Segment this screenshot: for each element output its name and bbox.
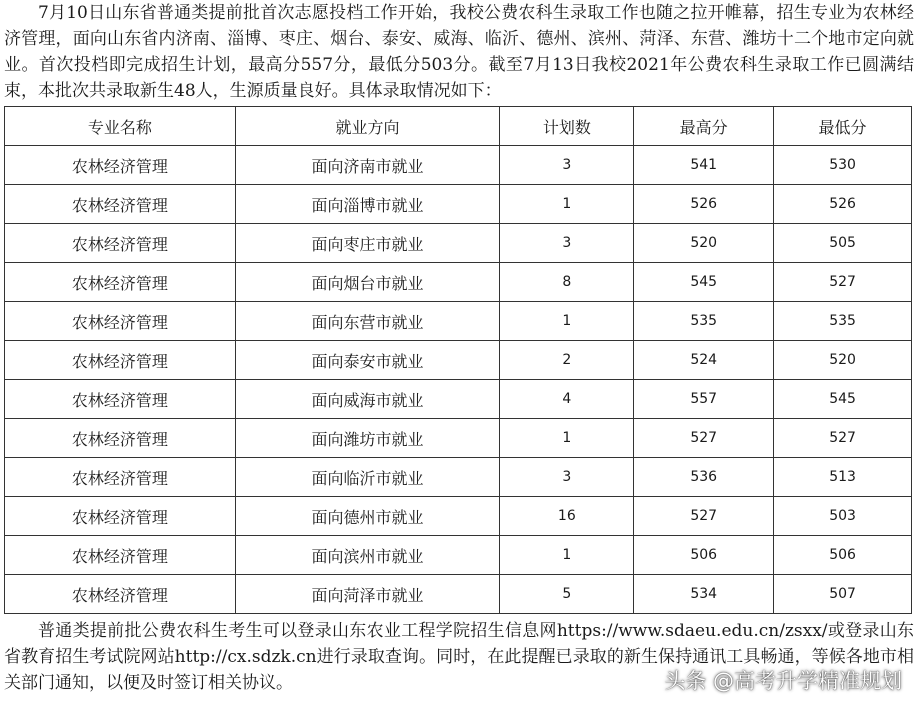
table-row — [5, 224, 912, 263]
table-row — [5, 458, 912, 497]
cell-plan: 1 — [500, 419, 634, 458]
watermark: 头条 @高考升学精准规划 — [664, 669, 902, 693]
cell-major: 农林经济管理 — [5, 185, 236, 224]
intro-paragraph: 7月10日山东省普通类提前批首次志愿投档工作开始，我校公费农科生录取工作也随之拉开帷幕，招生专业为农林经济管理，面向山东省内济南、淄博、枣庄、烟台、泰安、威海、临沂、德州、滨州、菏泽、东营、潍坊十二个地市定向就业。首次投档即完成招生计划，最高分557分，最低分503分。截至7月13日我校2021年公费农科生录取工作已圆满结束，本批次共录取新生48人，生源质量良好。具体录取情况如下： — [4, 3, 914, 101]
cell-plan: 3 — [500, 458, 634, 497]
cell-major: 农林经济管理 — [5, 341, 236, 380]
cell-plan: 1 — [500, 302, 634, 341]
cell-min: 503 — [774, 497, 912, 536]
cell-major: 农林经济管理 — [5, 419, 236, 458]
cell-direction: 面向枣庄市就业 — [235, 224, 500, 263]
header-major: 专业名称 — [5, 107, 236, 146]
cell-min: 530 — [774, 146, 912, 185]
cell-major: 农林经济管理 — [5, 380, 236, 419]
cell-direction: 面向菏泽市就业 — [235, 575, 500, 614]
cell-plan: 2 — [500, 341, 634, 380]
cell-major: 农林经济管理 — [5, 458, 236, 497]
cell-direction: 面向泰安市就业 — [235, 341, 500, 380]
cell-plan: 3 — [500, 224, 634, 263]
table-row — [5, 380, 912, 419]
cell-min: 507 — [774, 575, 912, 614]
cell-direction: 面向烟台市就业 — [235, 263, 500, 302]
cell-plan: 1 — [500, 536, 634, 575]
outro-paragraph: 普通类提前批公费农科生考生可以登录山东农业工程学院招生信息网https://www.sdaeu.edu.cn/zsxx/或登录山东省教育招生考试院网站http://cx.sdzk.cn进行录取查询。同时，在此提醒已录取的新生保持通讯工具畅通，等候各地市相关部门通知，以便及时签订相关协议。 — [4, 621, 914, 693]
cell-plan: 5 — [500, 575, 634, 614]
cell-min: 513 — [774, 458, 912, 497]
cell-max: 506 — [634, 536, 774, 575]
cell-direction: 面向潍坊市就业 — [235, 419, 500, 458]
cell-max: 526 — [634, 185, 774, 224]
cell-major: 农林经济管理 — [5, 575, 236, 614]
cell-direction: 面向淄博市就业 — [235, 185, 500, 224]
cell-max: 536 — [634, 458, 774, 497]
cell-major: 农林经济管理 — [5, 224, 236, 263]
table-header-row — [5, 107, 912, 146]
cell-min: 506 — [774, 536, 912, 575]
table-row — [5, 185, 912, 224]
cell-max: 527 — [634, 419, 774, 458]
header-max: 最高分 — [634, 107, 774, 146]
cell-max: 557 — [634, 380, 774, 419]
cell-major: 农林经济管理 — [5, 536, 236, 575]
cell-max: 534 — [634, 575, 774, 614]
cell-plan: 1 — [500, 185, 634, 224]
header-min: 最低分 — [774, 107, 912, 146]
cell-min: 545 — [774, 380, 912, 419]
header-direction: 就业方向 — [235, 107, 500, 146]
table-row — [5, 536, 912, 575]
admission-table — [4, 106, 912, 614]
cell-direction: 面向临沂市就业 — [235, 458, 500, 497]
cell-max: 524 — [634, 341, 774, 380]
cell-min: 527 — [774, 419, 912, 458]
cell-direction: 面向济南市就业 — [235, 146, 500, 185]
cell-plan: 3 — [500, 146, 634, 185]
cell-max: 535 — [634, 302, 774, 341]
cell-plan: 4 — [500, 380, 634, 419]
table-row — [5, 575, 912, 614]
table-row — [5, 146, 912, 185]
cell-major: 农林经济管理 — [5, 146, 236, 185]
cell-min: 526 — [774, 185, 912, 224]
table-row — [5, 302, 912, 341]
cell-direction: 面向滨州市就业 — [235, 536, 500, 575]
table-row — [5, 263, 912, 302]
cell-major: 农林经济管理 — [5, 497, 236, 536]
table-row — [5, 419, 912, 458]
cell-major: 农林经济管理 — [5, 263, 236, 302]
cell-max: 520 — [634, 224, 774, 263]
cell-min: 535 — [774, 302, 912, 341]
cell-max: 545 — [634, 263, 774, 302]
table-row — [5, 341, 912, 380]
cell-direction: 面向威海市就业 — [235, 380, 500, 419]
cell-max: 541 — [634, 146, 774, 185]
header-plan: 计划数 — [500, 107, 634, 146]
cell-direction: 面向德州市就业 — [235, 497, 500, 536]
cell-major: 农林经济管理 — [5, 302, 236, 341]
cell-plan: 16 — [500, 497, 634, 536]
cell-plan: 8 — [500, 263, 634, 302]
cell-direction: 面向东营市就业 — [235, 302, 500, 341]
table-row — [5, 497, 912, 536]
cell-max: 527 — [634, 497, 774, 536]
cell-min: 505 — [774, 224, 912, 263]
cell-min: 527 — [774, 263, 912, 302]
cell-min: 520 — [774, 341, 912, 380]
